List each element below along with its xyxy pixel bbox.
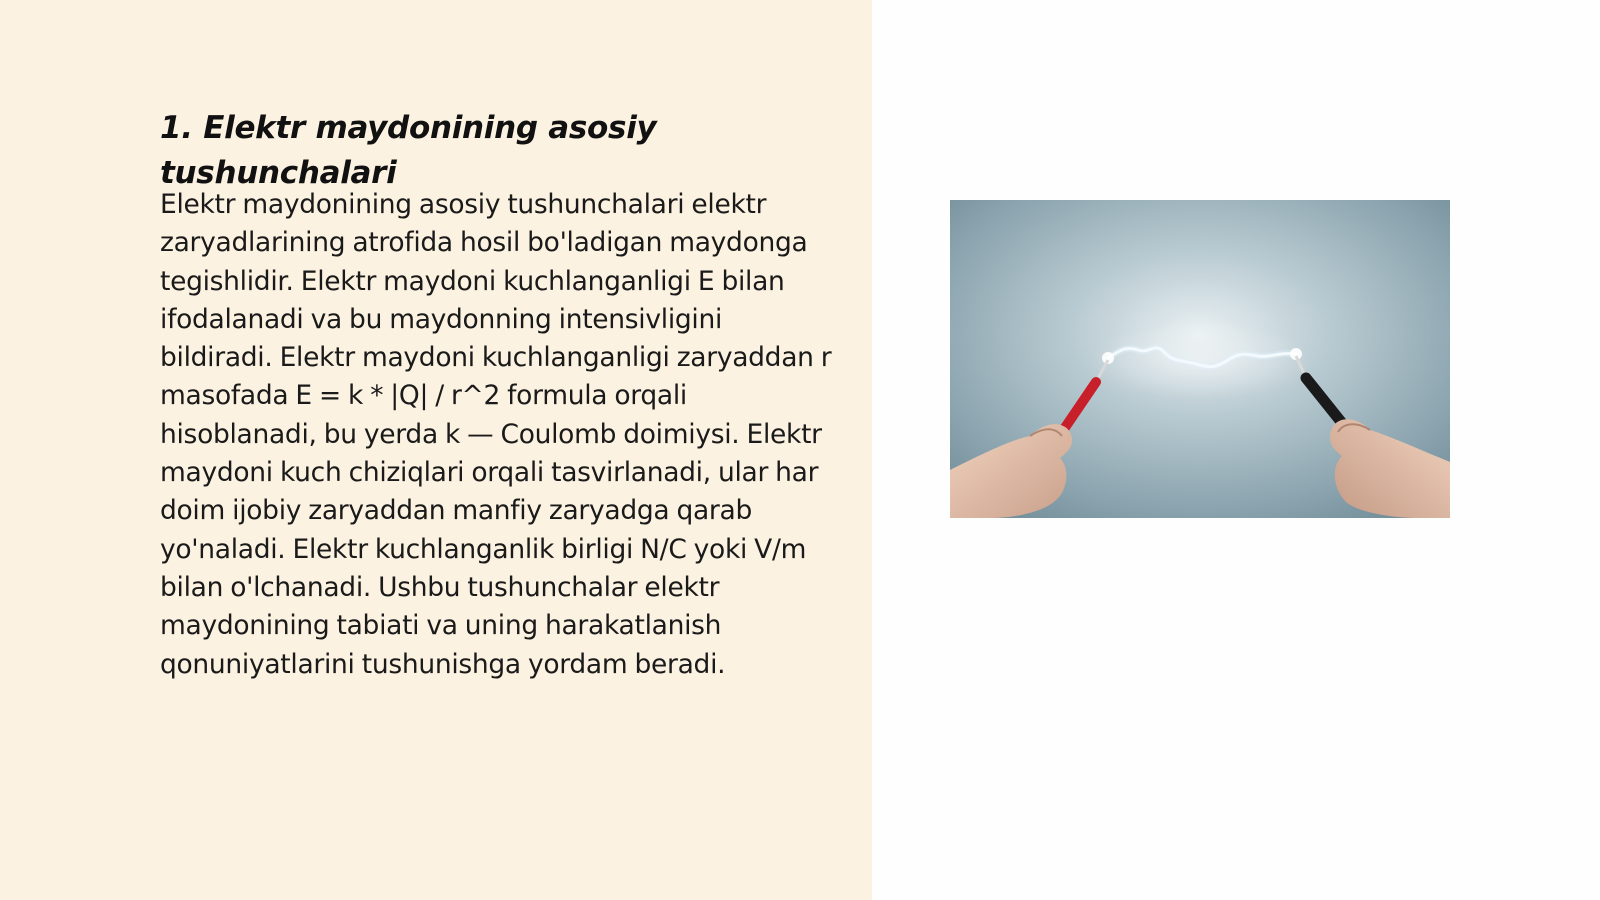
- slide-body-text: Elektr maydonining asosiy tushunchalari elektr zaryadlarining atrofida hosil bo'ladigan maydonga tegishlidir. Elektr maydoni kuchlanganligi E bilan ifodalanadi va bu maydonning intensivligini bildiradi. Elektr maydoni kuchlanganligi zaryaddan r masofada E = k * |Q| / r^2 formula orqali hisoblanadi, bu yerda k — Coulomb doimiysi. Elektr maydoni kuch chiziqlari orqali tasvirlanadi, ular har doim ijobiy zaryaddan manfiy zaryadga qarab yo'naladi. Elektr kuchlanganlik birligi N/C yoki V/m bilan o'lchanadi. Ushbu tushunchalar elektr maydonining tabiati va uning harakatlanish qonuniyatlarini tushunishga yordam beradi.: [160, 189, 832, 680]
- electric-spark-photo: [950, 200, 1450, 518]
- slide-title: 1. Elektr maydonining asosiy tushunchalari: [160, 110, 657, 191]
